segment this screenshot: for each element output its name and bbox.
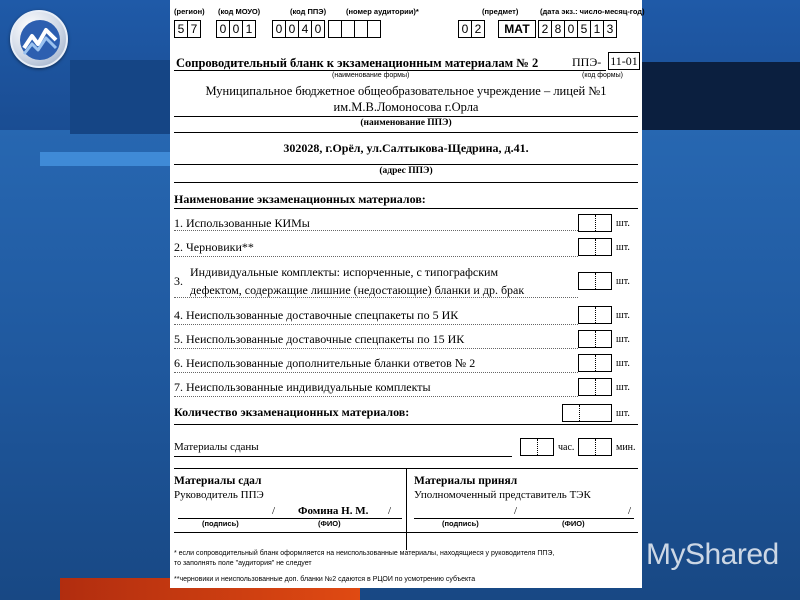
background-dark-block [640,62,800,130]
accompanying-form-sheet [170,0,645,588]
title-caption: (наименование формы) [332,72,410,79]
ppe-digit: 0 [272,20,286,38]
item-number: 1. [174,216,183,230]
subject-name: МАТ [498,20,536,38]
material-item-3-line1: Индивидуальные комплекты: испорченные, с типографским [190,265,499,279]
handed-fio-caption: (ФИО) [318,519,341,528]
minutes-unit: мин. [616,442,636,453]
item-text: Неиспользованные доставочные спецпакеты по 15 ИК [186,332,465,346]
item-text: Неиспользованные доставочные спецпакеты по 5 ИК [186,308,459,322]
item-7-dotted-line [174,396,578,397]
watermark [608,530,779,580]
school-name-line2: им.М.В.Ломоносова г.Орла [333,100,479,114]
hours-unit: час. [558,442,575,453]
school-rule [174,116,638,117]
footnote-1-continued: то заполнять поле "аудитория" не следует [174,560,312,567]
handed-fio: Фомина Н. М. [298,505,369,517]
item-number: 7. [174,380,183,394]
watermark-text: MyShared [646,538,779,571]
item-5-dotted-line [174,348,578,349]
item-7-unit: шт. [616,382,630,393]
title-rule [174,70,606,71]
item-4-quantity-box[interactable] [578,306,612,324]
item-6-unit: шт. [616,358,630,369]
item-3-quantity-box[interactable] [578,272,612,290]
item-1-dotted-line [174,230,578,231]
material-item-7 [174,381,431,395]
header-labels [174,7,645,20]
school-caption-rule [174,132,638,133]
delivered-hours-box[interactable] [520,438,554,456]
received-heading: Материалы принял [414,475,518,487]
item-5-quantity-box[interactable] [578,330,612,348]
subject-digit: 2 [471,20,485,38]
received-role: Уполномоченный представитель ТЭК [414,489,591,501]
item-2-unit: шт. [616,242,630,253]
item-number: 4. [174,308,183,322]
received-fio-caption: (ФИО) [562,519,585,528]
date-digit: 3 [603,20,617,38]
background-stripe [40,152,170,166]
item-text: Использованные КИМы [186,216,310,230]
ppe-code-label: (код ППЭ) [290,7,327,16]
room-digit [341,20,355,38]
mouo-code-label: (код МОУО) [218,7,261,16]
region-label: (регион) [174,7,205,16]
mouo-cells [216,20,255,38]
signatures-divider [406,468,407,550]
item-7-quantity-box[interactable] [578,378,612,396]
ppe-digit: 4 [298,20,312,38]
date-digit: 2 [538,20,552,38]
ppe-prefix: ППЭ- [572,55,602,69]
received-sign-caption: (подпись) [442,519,479,528]
item-2-dotted-line [174,256,578,257]
watermark-icon [608,535,638,575]
address-caption-rule [174,182,638,183]
delivered-label: Материалы сданы [174,441,259,453]
item-text: Неиспользованные дополнительные бланки ответов № 2 [186,356,476,370]
mouo-digit: 0 [216,20,230,38]
subject-label: (предмет) [482,7,519,16]
subject-cells [458,20,484,38]
materials-heading-rule [174,208,638,209]
address-rule [174,164,638,165]
material-item-2 [174,241,254,255]
date-label: (дата экз.: число-месяц-год) [540,7,645,16]
material-item-6 [174,357,475,371]
material-item-5 [174,333,464,347]
delivered-minutes-box[interactable] [578,438,612,456]
ppe-digit: 0 [285,20,299,38]
item-3-unit: шт. [616,276,630,287]
school-name-line1: Муниципальное бюджетное общеобразовательное учреждение – лицей №1 [205,84,607,98]
item-4-dotted-line [174,324,578,325]
material-item-1 [174,217,310,231]
item-2-quantity-box[interactable] [578,238,612,256]
item-1-unit: шт. [616,218,630,229]
total-quantity-box[interactable] [562,404,612,422]
room-digit [328,20,342,38]
footnote-1: * если сопроводительный бланк оформляется на неиспользованные материалы, находящиеся у руководителя ППЭ, [174,550,555,557]
delivered-dotted-line [174,456,512,457]
material-item-3-number: 3. [174,274,183,288]
mouo-digit: 1 [242,20,256,38]
date-cells [538,20,616,38]
date-digit: 8 [551,20,565,38]
item-text: Черновики** [186,240,254,254]
ppe-address: 302028, г.Орёл, ул.Салтыкова-Щедрина, д.41. [283,141,529,155]
code-caption: (код формы) [582,72,623,79]
item-number: 2. [174,240,183,254]
date-digit: 1 [590,20,604,38]
item-5-unit: шт. [616,334,630,345]
handed-heading: Материалы сдал [174,475,262,487]
school-caption: (наименование ППЭ) [360,118,452,128]
handed-sign-caption: (подпись) [202,519,239,528]
ppe-digit: 0 [311,20,325,38]
date-digit: 5 [577,20,591,38]
item-number: 6. [174,356,183,370]
item-number: 5. [174,332,183,346]
item-3-dotted-line [174,297,578,298]
quantity-rule [174,424,638,425]
ppe-cells [272,20,324,38]
quantity-heading: Количество экзаменационных материалов: [174,405,410,419]
handed-slash: / [272,505,276,517]
received-slash: / [514,505,518,517]
item-text: Неиспользованные индивидуальные комплекты [186,380,431,394]
address-caption: (адрес ППЭ) [379,166,433,176]
mouo-digit: 0 [229,20,243,38]
item-6-dotted-line [174,372,578,373]
subject-digit: 0 [458,20,472,38]
region-digit: 7 [187,20,201,38]
materials-heading: Наименование экзаменационных материалов: [174,192,426,206]
signatures-bottom-rule [174,532,638,533]
background-left-block [70,60,170,134]
item-6-quantity-box[interactable] [578,354,612,372]
form-title: Сопроводительный бланк к экзаменационным материалам № 2 [176,56,539,70]
received-slash-end: / [628,505,632,517]
date-digit: 0 [564,20,578,38]
footnote-2: **черновики и неиспользованные доп. бланки №2 сдаются в РЦОИ по усмотрению субъекта [174,576,476,583]
room-digit [367,20,381,38]
room-cells [328,20,380,38]
logo-icon [10,10,68,68]
handed-role: Руководитель ППЭ [174,489,264,501]
region-cells [174,20,200,38]
handed-slash-end: / [388,505,392,517]
total-unit: шт. [616,408,630,419]
form-code: 11-01 [608,52,640,70]
item-4-unit: шт. [616,310,630,321]
material-item-4 [174,309,458,323]
region-digit: 5 [174,20,188,38]
item-1-quantity-box[interactable] [578,214,612,232]
room-label: (номер аудитории)* [346,7,419,16]
material-item-3-line2: дефектом, содержащие лишние (недостающие) бланки и др. брак [190,283,525,297]
room-digit [354,20,368,38]
